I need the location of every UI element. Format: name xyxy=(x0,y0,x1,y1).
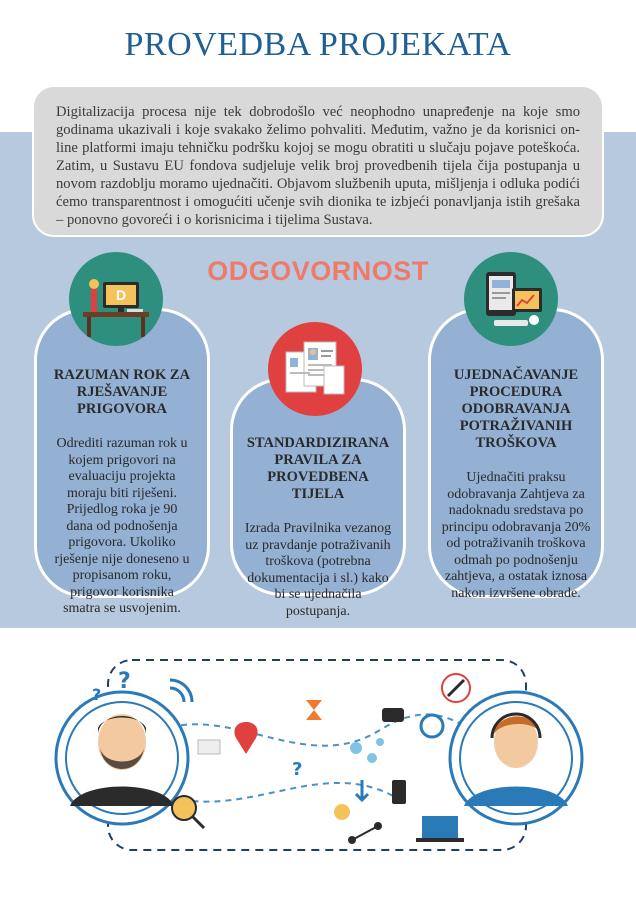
svg-text:D: D xyxy=(115,287,127,303)
chat-bubble-icon xyxy=(382,708,404,722)
magnifier-icon xyxy=(172,796,204,828)
left-agent-icon xyxy=(56,692,188,824)
support-illustration xyxy=(0,630,636,900)
question-mark-icon xyxy=(118,669,131,694)
svg-text:?: ? xyxy=(92,685,102,704)
page-title: PROVEDBA PROJEKATA xyxy=(124,26,512,63)
right-agent-icon xyxy=(450,692,582,824)
phone-icon xyxy=(392,780,406,804)
card-heading: STANDARDIZIRANA PRAVILA ZA PROVEDBENA TIJELA xyxy=(246,435,390,502)
card-text: Ujednačiti praksu odobravanja Zahtjeva za nadoknadu sredstava po principu odobravanja 20% od potraživanih troškova odmah po podnošenju zahtjeva, a ostatak iznosa nakon izvršene obrade. xyxy=(441,470,591,601)
intro-text: Digitalizacija procesa nije tek dobrodošlo već neophodno unapređenje na koje smo godinama ukazivali i koje svakako želimo pohvaliti. Međutim, važno je da korisnici on-line platformi imaju tehničku podršku kojoj se mogu obratiti u slučaju pojave poteškoća. Zatim, u Sustavu EU fondova sudjeluje velik broj provedbenih tijela čija postupanja u novom razdoblju moramo ujednačiti. Objavom službenih uputa, mišljenja i odluka podići ćemo transparentnost i omogućiti učenje svih dionika te izbjeći ponavljanja istih grešaka – ponovno govoreći i o korisnicima i tijelima Sustava. xyxy=(56,104,580,228)
arrow-down-icon xyxy=(356,780,368,800)
laptop-icon xyxy=(416,816,464,842)
desk-computer-icon xyxy=(69,252,163,346)
svg-text:?: ? xyxy=(292,759,303,780)
card-heading: UJEDNAČAVANJE PROCEDURA ODOBRAVANJA POTRAŽIVANIH TROŠKOVA xyxy=(453,367,579,451)
devices-icon xyxy=(464,252,558,346)
documents-icon xyxy=(268,322,362,416)
question-mark-icon xyxy=(92,685,101,704)
card-text: Izrada Pravilnika vezanog uz pravdanje potraživanih troškova (potrebna dokumentacija i sl.) kako bi se ujednačila postupanja. xyxy=(244,521,392,619)
envelope-icon xyxy=(198,740,220,754)
globe-icon xyxy=(421,715,443,737)
card-complaint-deadline xyxy=(34,308,210,616)
hourglass-icon xyxy=(306,700,322,720)
tools-icon xyxy=(442,674,470,702)
question-mark-icon xyxy=(292,759,302,780)
section-heading: ODGOVORNOST xyxy=(207,256,429,286)
location-pin-icon xyxy=(234,722,257,754)
card-heading: RAZUMAN ROK ZA RJEŠAVANJE PRIGOVORA xyxy=(53,367,191,417)
intro-box xyxy=(32,85,604,237)
wifi-icon xyxy=(170,680,192,702)
network-icon xyxy=(348,822,382,844)
card-cost-procedures xyxy=(428,308,604,601)
svg-text:?: ? xyxy=(118,669,131,694)
lightbulb-icon xyxy=(334,804,350,820)
card-text: Odrediti razuman rok u kojem prigovori na evaluaciju projekta moraju biti riješeni. Prijedlog roka je 90 dana od podnošenja prigovora. Ukoliko rješenje nije doneseno u propisanom roku, prigovor korisnika smatra se usvojenim. xyxy=(54,436,190,616)
